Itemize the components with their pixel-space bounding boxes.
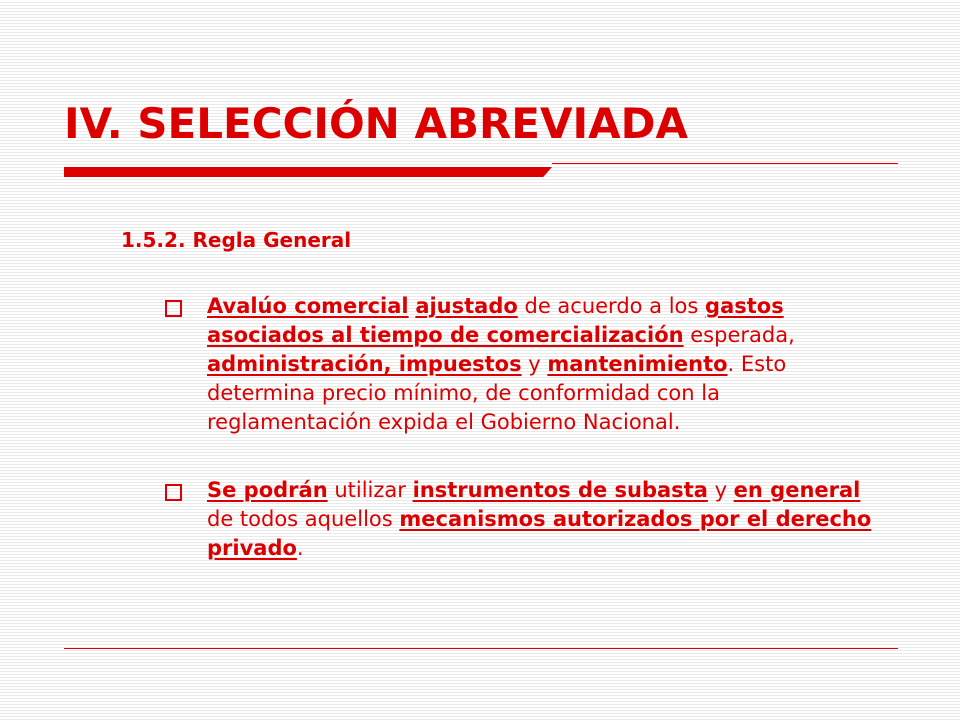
key-term: mantenimiento bbox=[547, 352, 728, 376]
key-term: instrumentos de subasta bbox=[412, 478, 708, 502]
title-divider-line bbox=[552, 163, 898, 164]
section-subheading: 1.5.2. Regla General bbox=[121, 228, 352, 252]
title-underline-bar bbox=[64, 167, 552, 177]
key-term: ajustado bbox=[415, 294, 518, 318]
bullet-item bbox=[162, 292, 874, 437]
key-term: en general bbox=[733, 478, 861, 502]
bullet-text-run: y bbox=[707, 478, 734, 502]
key-term: Avalúo comercial bbox=[207, 294, 409, 318]
bullet-text bbox=[207, 478, 871, 560]
bullet-text-run: y bbox=[521, 352, 548, 376]
slide-title: IV. SELECCIÓN ABREVIADA bbox=[64, 99, 688, 148]
bullet-text-run: . Esto determina precio mínimo, de conformidad con la reglamentación expida el Gobierno Nacional. bbox=[207, 352, 787, 434]
bullet-text-run: de acuerdo a los bbox=[517, 294, 706, 318]
bullet-text-run: esperada, bbox=[683, 323, 795, 347]
bullet-text-run: de todos aquellos bbox=[207, 507, 400, 531]
footer-divider-line bbox=[64, 648, 898, 649]
key-term: gastos asociados al tiempo de comercialización bbox=[207, 294, 784, 347]
bullet-item bbox=[162, 476, 874, 563]
bullet-list bbox=[162, 292, 874, 563]
bullet-text bbox=[207, 294, 795, 434]
bullet-text-run: utilizar bbox=[327, 478, 413, 502]
hollow-square-bullet-icon bbox=[165, 300, 182, 317]
hollow-square-bullet-icon bbox=[165, 484, 182, 501]
key-term: Se podrán bbox=[207, 478, 328, 502]
key-term: mecanismos autorizados por el derecho privado bbox=[207, 507, 872, 560]
bullet-text-run: . bbox=[296, 536, 304, 560]
key-term: administración, impuestos bbox=[207, 352, 522, 376]
